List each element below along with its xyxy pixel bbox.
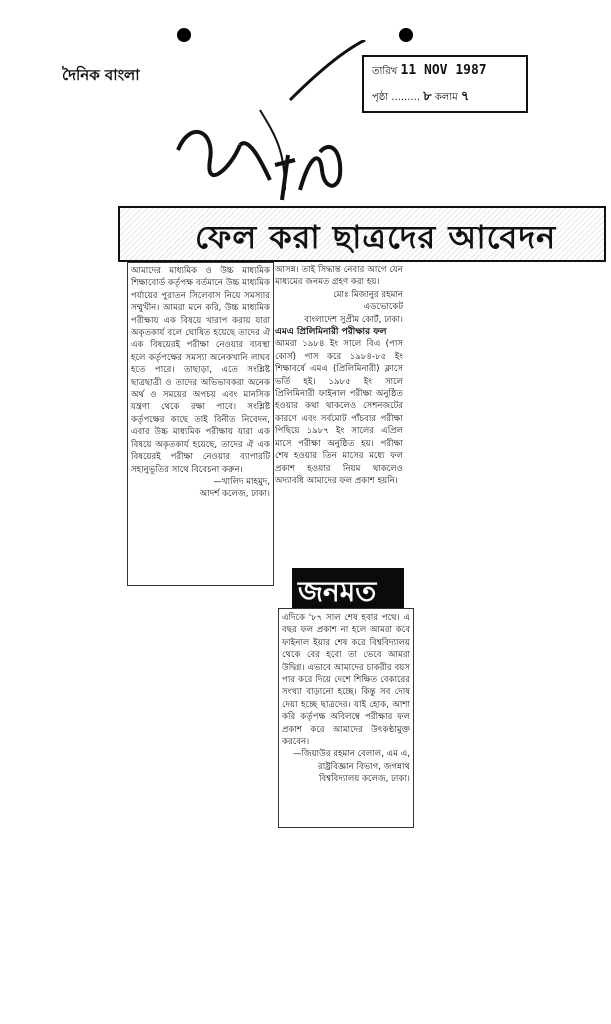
headline-box [118, 206, 606, 262]
section-banner [292, 568, 404, 608]
stamp-page-value: ৮ [423, 89, 432, 104]
stamp-column-label: কলাম [434, 92, 458, 103]
letter2-body: আসন্ন। তাই সিদ্ধান্ত নেবার আগে যেন মাধ্যমের জনমত গ্রহণ করা হয়। [275, 265, 403, 288]
letter3-body: আমরা ১৯৮৪ ইং সালে বিএ (পাস কোর্স) পাস করে ১৯৮৪-৮৫ ইং শিক্ষাবর্ষে এমএ (প্রিলিমিনারী) ক্লাসে ভর্তি হই। ১৯৮৫ ইং সালে প্রিলিমিনারী ফাইনাল পরীক্ষা অনুষ্ঠিত হওয়ার কথা থাকলেও সেশনজটের কারণে এবং সর্বমোট পাঁচবার পরীক্ষা পিছিয়ে ১৯৮৭ ইং সালের এপ্রিল মাসে পরীক্ষা অনুষ্ঠিত হয়। পরীক্ষা শেষ হওয়ার তিন মাসের মধ্যে ফল প্রকাশ হওয়ার নিয়ম থাকলেও অদ্যাবধি আমাদের ফল প্রকাশ হয়নি। [275, 339, 403, 486]
letter3-heading: এমএ প্রিলিমিনারী পরীক্ষার ফল [275, 327, 387, 338]
letter1-body: আমাদের মাধ্যমিক ও উচ্চ মাধ্যমিক শিক্ষাবোর্ড কর্তৃপক্ষ বর্তমানে উচ্চ মাধ্যমিক পর্যায়ের পুরাতন সিলেবাস নিয়ে সমস্যার সম্মুখীন। আমরা মনে করি, উচ্চ মাধ্যমিক পরীক্ষায় এক বিষয়ে খারাপ করায় যারা অকৃতকার্য বলে ঘোষিত হয়েছে তাদের ঐ এক বিষয়েরই পরীক্ষা নেওয়ার ব্যবস্থা হলে কর্তৃপক্ষের সমস্যা অনেকখানি লাঘব হতে পারে। তাছাড়া, এতে সংশ্লিষ্ট ছাত্রছাত্রী ও তাদের অভিভাবকরা অনেক অর্থ ও সময়ের অপচয় এবং মানসিক যন্ত্রণা থেকে রক্ষা পাবে। সংশ্লিষ্ট কর্তৃপক্ষের কাছে তাই বিনীত নিবেদন, এবার উচ্চ মাধ্যমিক পরীক্ষায় যারা এক বিষয়ে অকৃতকার্য হয়েছে, তাদের ঐ এক বিষয়েরই পরীক্ষা নেওয়ার ব্যাপারটি সহানুভূতির সাথে বিবেচনা করুন। [131, 266, 270, 475]
section-banner-text: জনমত [298, 575, 377, 608]
letter2-title: এডভোকেট [363, 302, 403, 313]
letter2-signature: মোঃ মিজানুর রহমান [333, 289, 403, 300]
letter-column-2 [272, 262, 406, 586]
letter1-signature: —খালিদ মাহমুদ, [213, 476, 270, 487]
stamp-date-label: তারিখ [372, 66, 398, 77]
stamp-column-value: ৭ [460, 89, 470, 104]
stamp-page-row: পৃষ্ঠা ......... ৮ কলাম ৭ [372, 89, 470, 104]
letter-column-3 [278, 608, 414, 828]
letter2-affiliation: বাংলাদেশ সুপ্রীম কোর্ট, ঢাকা। [304, 314, 403, 325]
punch-hole-right [399, 28, 413, 42]
letter4-body: এদিকে '৮৭ সাল শেষ হবার পথে। এ বছর ফল প্রকাশ না হলে আমরা কবে ফাইনাল ইয়ার শেষ করে বিশ্ববিদ্যালয় থেকে বের হবো তা ভেবে আমরা উদ্বিগ্ন। এভাবে আমাদের চাকরীর বয়স পার করে দিয়ে দেশে শিক্ষিত বেকারের সংখ্যা বাড়ানো হচ্ছে। কিন্তু সব দোষ দেয়া হচ্ছে ছাত্রদের। যাই হোক, আশা করি কর্তৃপক্ষ অবিলম্বে পরীক্ষার ফল প্রকাশ করে আমাদের উৎকণ্ঠামুক্ত করবেন। [282, 613, 410, 748]
stamp-date-value: 11 NOV 1987 [400, 63, 487, 78]
archive-stamp [362, 55, 528, 113]
newspaper-masthead: দৈনিক বাংলা [62, 66, 140, 84]
stamp-page-label: পৃষ্ঠা [372, 92, 389, 103]
stamp-date-row [372, 63, 487, 81]
letter4-signature: —জিয়াউর রহমান বেলাল, এম এ, রাষ্ট্রবিজ্ঞান বিভাগ, জগন্নাথ বিশ্ববিদ্যালয় কলেজ, ঢাকা। [292, 749, 410, 785]
headline: ফেল করা ছাত্রদের আবেদন [195, 218, 557, 256]
handwritten-annotation [170, 40, 370, 210]
letter1-affiliation: আদর্শ কলেজ, ঢাকা। [199, 489, 270, 500]
letter-column-1 [127, 262, 274, 586]
